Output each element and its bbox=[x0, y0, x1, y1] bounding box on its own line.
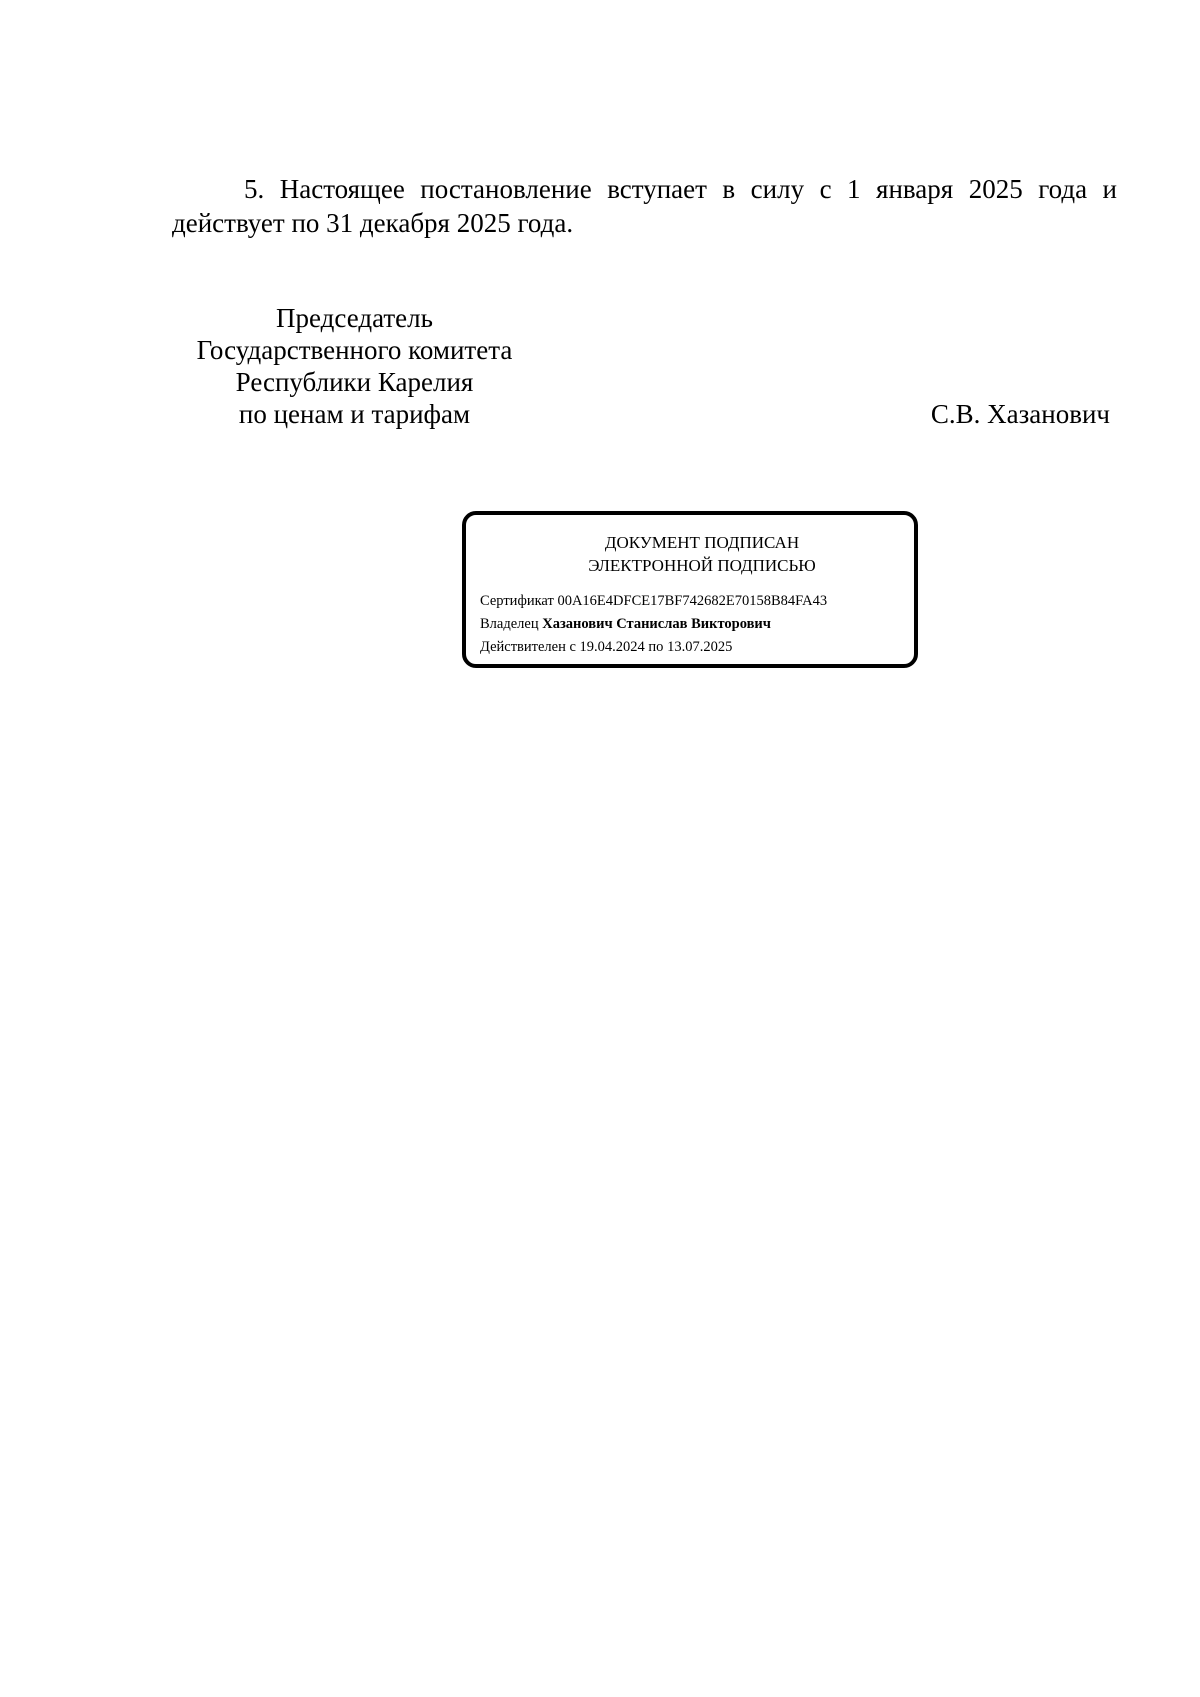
stamp-owner-row bbox=[480, 613, 904, 636]
valid-label: Действителен bbox=[480, 639, 566, 655]
stamp-certificate-row bbox=[480, 590, 904, 613]
stamp-validity-row bbox=[480, 636, 904, 659]
owner-value: Хазанович Станислав Викторович bbox=[542, 616, 771, 632]
position-line-republic: Республики Карелия bbox=[235, 367, 474, 397]
position-line-chairman: Председатель bbox=[276, 303, 433, 333]
certificate-value: 00A16E4DFCE17BF742682E70158B84FA43 bbox=[557, 593, 828, 609]
valid-from-date: 19.04.2024 bbox=[579, 639, 645, 655]
effective-date-paragraph: 5. Настоящее постановление вступает в силу с 1 января 2025 года и действует по 31 декабря 2025 года. bbox=[172, 174, 1117, 238]
position-line-committee: Государственного комитета bbox=[196, 335, 513, 365]
valid-to-date: 13.07.2025 bbox=[667, 639, 733, 655]
valid-from-label: с bbox=[569, 639, 576, 655]
owner-label: Владелец bbox=[480, 616, 539, 632]
position-line-prices: по ценам и тарифам bbox=[238, 399, 471, 429]
signer-name: С.В. Хазанович bbox=[930, 399, 1110, 429]
stamp-title bbox=[480, 531, 904, 577]
stamp-title-line-1: ДОКУМЕНТ ПОДПИСАН bbox=[604, 533, 800, 552]
certificate-label: Сертификат bbox=[480, 593, 554, 609]
valid-to-label: по bbox=[648, 639, 664, 655]
electronic-signature-stamp bbox=[462, 511, 918, 668]
stamp-title-line-2: ЭЛЕКТРОННОЙ ПОДПИСЬЮ bbox=[588, 556, 816, 575]
signer-position bbox=[172, 302, 537, 430]
stamp-details bbox=[480, 590, 904, 659]
